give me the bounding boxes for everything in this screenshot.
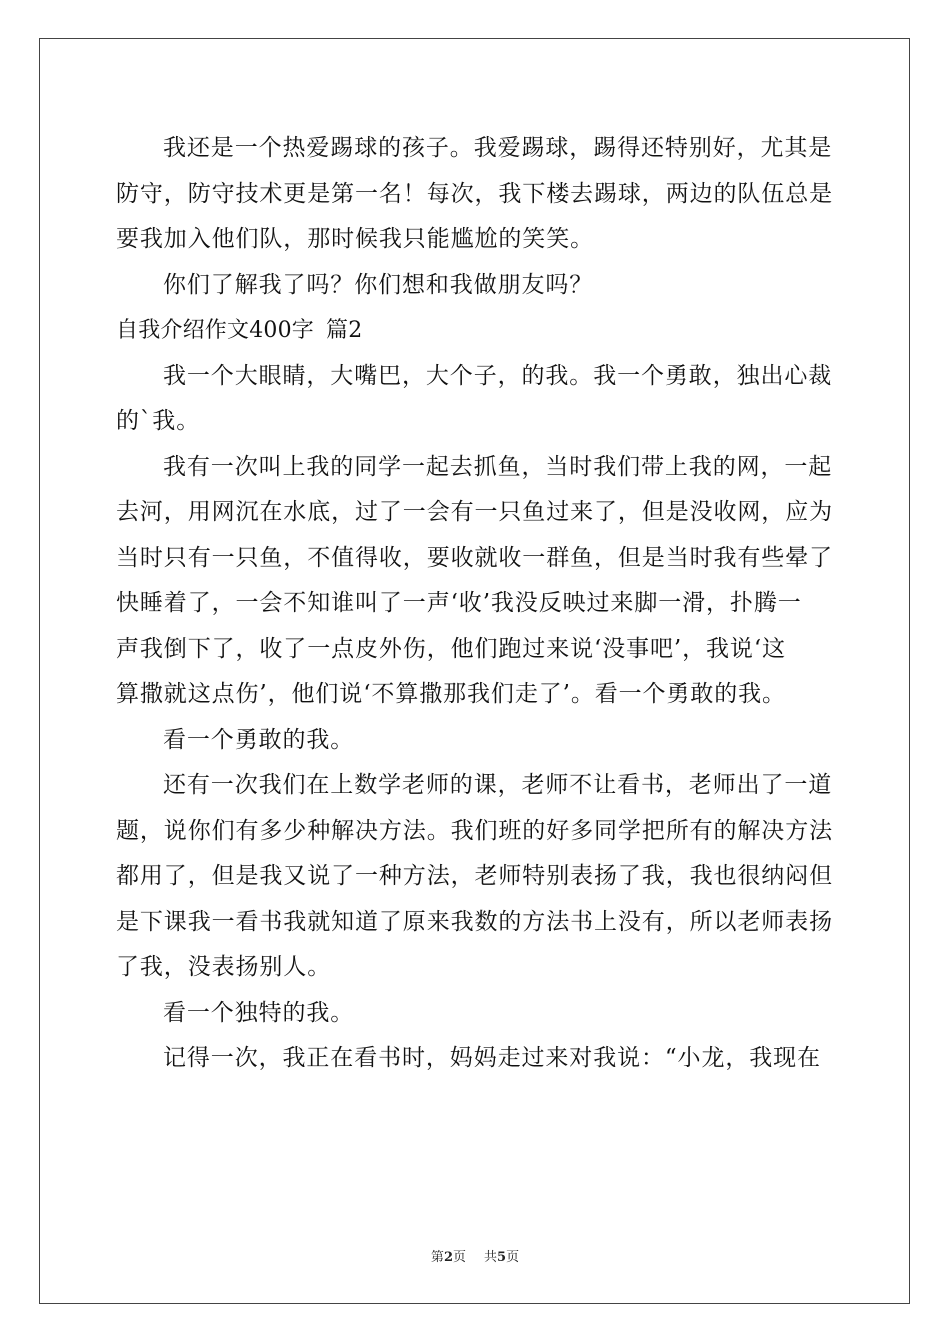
text-line: 看一个勇敢的我。 bbox=[163, 726, 355, 753]
footer-page-suffix: 页 bbox=[452, 1250, 466, 1265]
text-line: 要我加入他们队，那时候我只能尴尬的笑笑。 bbox=[116, 226, 594, 252]
text-line: 还有一次我们在上数学老师的课，老师不让看书，老师出了一道 bbox=[163, 772, 833, 798]
footer-page-total: 5 bbox=[497, 1250, 507, 1265]
footer-total-prefix: 共 bbox=[484, 1250, 498, 1265]
text-line: 快睡着了，一会不知谁叫了一声‘收’我没反映过来脚一滑，扑腾一 bbox=[116, 590, 802, 616]
text-line: 我一个大眼睛，大嘴巴，大个子，的我。我一个勇敢，独出心裁 bbox=[163, 362, 833, 389]
text-line: 声我倒下了，收了一点皮外伤，他们跑过来说‘没事吧’，我说‘这 bbox=[116, 635, 786, 662]
text-line: 你们了解我了吗？你们想和我做朋友吗？ bbox=[163, 271, 594, 298]
document-body bbox=[116, 126, 836, 1082]
text-line: 当时只有一只鱼，不值得收，要收就收一群鱼，但是当时我有些晕了 bbox=[116, 544, 833, 571]
text-line: 我还是一个热爱踢球的孩子。我爱踢球，踢得还特别好，尤其是 bbox=[163, 135, 833, 161]
text-line: 去河，用网沉在水底，过了一会有一只鱼过来了，但是没收网，应为 bbox=[116, 499, 833, 525]
text-line: 都用了，但是我又说了一种方法，老师特别表扬了我，我也很纳闷但 bbox=[116, 863, 833, 889]
footer-page-current: 2 bbox=[443, 1250, 453, 1265]
text-line: 防守，防守技术更是第一名！每次，我下楼去踢球，两边的队伍总是 bbox=[116, 180, 833, 207]
heading-section: 篇2 bbox=[326, 318, 363, 343]
page-footer bbox=[0, 1246, 950, 1265]
footer-total-suffix: 页 bbox=[506, 1250, 520, 1265]
text-line: 了我，没表扬别人。 bbox=[116, 954, 332, 980]
text-line: 是下课我一看书我就知道了原来我数的方法书上没有，所以老师表扬 bbox=[116, 908, 833, 935]
text-line: 的`我。 bbox=[116, 408, 201, 434]
footer-page-prefix: 第 bbox=[430, 1250, 444, 1265]
text-line: 我有一次叫上我的同学一起去抓鱼，当时我们带上我的网，一起 bbox=[163, 453, 833, 480]
text-line: 题，说你们有多少种解决方法。我们班的好多同学把所有的解决方法 bbox=[116, 817, 833, 844]
text-line: 记得一次，我正在看书时，妈妈走过来对我说：“小龙，我现在 bbox=[163, 1045, 821, 1071]
section-heading bbox=[116, 308, 836, 354]
text-line: 看一个独特的我。 bbox=[163, 999, 355, 1026]
heading-title: 自我介绍作文400字 bbox=[116, 318, 314, 343]
text-line: 算撒就这点伤’，他们说‘不算撒那我们走了’。看一个勇敢的我。 bbox=[116, 681, 786, 707]
